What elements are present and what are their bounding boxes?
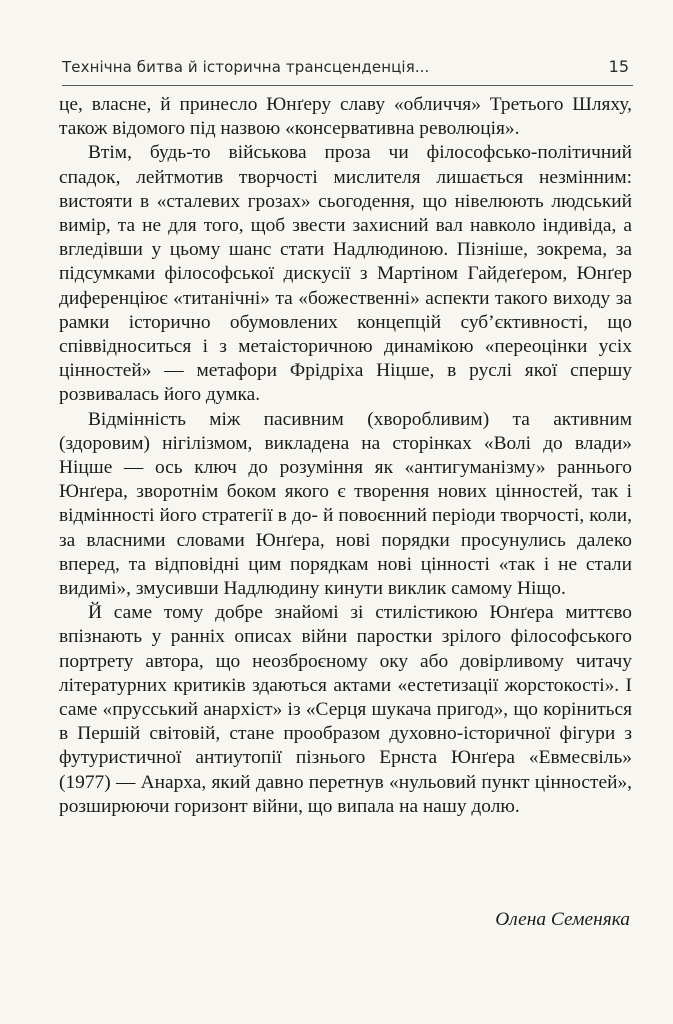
paragraph: Й саме тому добре знайомі зі стилістикою Юнґера миттєво впізнають у ранніх описах війни паростки зрілого філософського портрету автора, що неозброєному оку або довірливому читачу літературних критиків здаються актами «естетизації жорстокості». І саме «прусський анархіст» із «Серця шукача пригод», що коріниться в Першій світовій, стане прообразом духовно-історичної фігури з футуристичної антиутопії пізнього Ернста Юнґера «Евмесвіль» (1977) — Анарха, який давно перетнув «нульовий пункт цінностей», розширюючи горизонт війни, що випала на нашу долю. [59, 602, 632, 817]
running-header [62, 55, 633, 86]
running-header-title: Технічна битва й історична трансценденція... [62, 58, 430, 76]
paragraph-continuation: це, власне, й принесло Юнґеру славу «обличчя» Третього Шляху, також відомого під назвою «консервативна революція». [59, 94, 632, 140]
page-number: 15 [608, 57, 629, 76]
body-text [59, 93, 632, 819]
paragraph: Відмінність між пасивним (хворобливим) та активним (здоровим) нігілізмом, викладена на сторінках «Волі до влади» Ніцше — ось ключ до розуміння як «антигуманізму» раннього Юнґера, зворотнім боком якого є творення нових цінностей, так і відмінності його стратегії в до- й повоєнний періоди творчості, коли, за власними словами Юнґера, нові порядки просунулись далеко вперед, та відповідні цим порядкам нові цінності «так і не стали видимі», змусивши Надлюдину кинути виклик самому Ніщо. [59, 408, 632, 600]
paragraph: Втім, будь-то військова проза чи філософсько-політичний спадок, лейтмотив творчості мислителя лишається незмінним: вистояти в «сталевих грозах» сьогодення, що нівелюють людський вимір, та не для того, щоб звести захисний вал навколо індивіда, а вгледівши у цьому шанс стати Надлюдиною. Пізніше, зокрема, за підсумками філософської дискусії з Мартіном Гайдеґером, Юнґер диференціює «титанічні» та «божественні» аспекти такого виходу за рамки історично обумовлених концепцій суб’єктивності, що співвідноситься і з метаісторичною динамікою «переоцінки усіх цінностей» — метафори Фрідріха Ніцше, в руслі якої спершу розвивалась його думка. [59, 142, 632, 406]
author-signature: Олена Семеняка [495, 909, 630, 930]
